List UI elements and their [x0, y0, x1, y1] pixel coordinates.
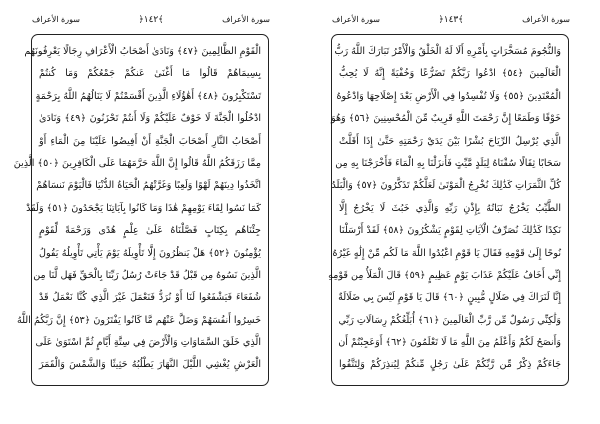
verse-line: وَالنُّجُومَ مُسَخَّرَاتٍ بِأَمْرِهِ أَلَا لَهُ الْخَلْقُ وَالْأَمْرُ تَبَارَكَ اللَّهُ رَبُّ: [334, 46, 561, 57]
verse-line: اتَّخَذُوا دِينَهُمْ لَهْوًا وَلَعِبًا وَغَرَّتْهُمُ الْحَيَاةُ الدُّنْيَا فَالْيَوْمَ نَنسَاهُمْ: [36, 180, 261, 192]
left-text-frame: [13, 34, 269, 386]
verse-line: بِسِيمَاهُمْ قَالُوا مَا أَغْنَىٰ عَنكُمْ جَمْعُكُمْ وَمَا كُنتُمْ: [39, 68, 261, 80]
verse-line: كُلِّ الثَّمَرَاتِ كَذَٰلِكَ نُخْرِجُ الْمَوْتَىٰ لَعَلَّكُمْ تَذَكَّرُونَ ﴿٥٧﴾ وَالْبَلَدُ: [331, 180, 561, 192]
verse-line: الَّذِينَ نَسُوهُ مِن قَبْلُ قَدْ جَاءَتْ رُسُلُ رَبِّنَا بِالْحَقِّ فَهَل لَّنَا مِن: [33, 269, 261, 281]
verse-line: كَمَا نَسُوا لِقَاءَ يَوْمِهِمْ هَٰذَا وَمَا كَانُوا بِآيَاتِنَا يَجْحَدُونَ ﴿٥١﴾ وَلَقَدْ: [26, 202, 261, 214]
verse-line: شُفَعَاءَ فَيَشْفَعُوا لَنَا أَوْ نُرَدُّ فَنَعْمَلَ غَيْرَ الَّذِي كُنَّا نَعْمَلُ قَدْ: [39, 292, 261, 304]
verse-line: وَلَٰكِنِّي رَسُولٌ مِّن رَّبِّ الْعَالَمِينَ ﴿٦١﴾ أُبَلِّغُكُمْ رِسَالَاتِ رَبِّي: [338, 314, 561, 326]
left-page-header: [32, 13, 270, 27]
verse-line: مِمَّا رَزَقَكُمُ اللَّهُ قَالُوا إِنَّ اللَّهَ حَرَّمَهُمَا عَلَى الْكَافِرِينَ ﴿٥٠﴾ الَّذِينَ: [13, 157, 261, 169]
left-surah-title: سورة الأعراف: [222, 15, 270, 24]
right-page: [300, 0, 600, 424]
right-page-header: [332, 13, 570, 27]
left-verse-lines: [13, 41, 261, 377]
verse-line: جِئْنَاهُم بِكِتَابٍ فَصَّلْنَاهُ عَلَىٰ عِلْمٍ هُدًى وَرَحْمَةً لِّقَوْمٍ: [39, 225, 261, 237]
verse-line: وَأَنصَحُ لَكُمْ وَأَعْلَمُ مِنَ اللَّهِ مَا لَا تَعْلَمُونَ ﴿٦٢﴾ أَوَعَجِبْتُمْ أَن: [338, 337, 561, 349]
right-verse-lines: [328, 41, 562, 377]
verse-line: خَسِرُوا أَنفُسَهُمْ وَضَلَّ عَنْهُم مَّا كَانُوا يَفْتَرُونَ ﴿٥٣﴾ إِنَّ رَبَّكُمُ اللَّهُ: [16, 314, 261, 326]
verse-line: الْقَوْمِ الظَّالِمِينَ ﴿٤٧﴾ وَنَادَىٰ أَصْحَابُ الْأَعْرَافِ رِجَالًا يَعْرِفُونَهُم: [24, 46, 261, 57]
left-surah-title-secondary: سورة الأعراف: [32, 15, 80, 24]
verse-line: تَسْتَكْبِرُونَ ﴿٤٨﴾ أَهَٰؤُلَاءِ الَّذِينَ أَقْسَمْتُمْ لَا يَنَالُهُمُ اللَّهُ بِرَحْمَةٍ: [35, 90, 261, 102]
right-page-number: ﴿١٤٣﴾: [438, 15, 464, 25]
verse-line: أَصْحَابُ النَّارِ أَصْحَابَ الْجَنَّةِ أَنْ أَفِيضُوا عَلَيْنَا مِنَ الْمَاءِ أَوْ: [39, 135, 261, 147]
verse-line: الْعَرْشِ يُغْشِي اللَّيْلَ النَّهَارَ يَطْلُبُهُ حَثِيثًا وَالشَّمْسَ وَالْقَمَرَ: [39, 359, 261, 371]
verse-line: الْعَالَمِينَ ﴿٥٤﴾ ادْعُوا رَبَّكُمْ تَضَرُّعًا وَخُفْيَةً إِنَّهُ لَا يُحِبُّ: [339, 68, 562, 80]
verse-line: الطَّيِّبُ يَخْرُجُ نَبَاتُهُ بِإِذْنِ رَبِّهِ وَالَّذِي خَبُثَ لَا يَخْرُجُ إِلَّا: [339, 202, 561, 214]
verse-line: إِنِّي أَخَافُ عَلَيْكُمْ عَذَابَ يَوْمٍ عَظِيمٍ ﴿٥٩﴾ قَالَ الْمَلَأُ مِن قَوْمِهِ: [328, 269, 561, 281]
verse-line: إِنَّا لَنَرَاكَ فِي ضَلَالٍ مُّبِينٍ ﴿٦٠﴾ قَالَ يَا قَوْمِ لَيْسَ بِي ضَلَالَةٌ: [338, 292, 561, 304]
right-text-frame: [328, 34, 569, 386]
right-surah-title: سورة الأعراف: [522, 15, 570, 24]
verse-line: نُوحًا إِلَىٰ قَوْمِهِ فَقَالَ يَا قَوْمِ اعْبُدُوا اللَّهَ مَا لَكُم مِّنْ إِلَٰهٍ غَيْرُهُ: [332, 247, 561, 259]
verse-line: ادْخُلُوا الْجَنَّةَ لَا خَوْفٌ عَلَيْكُمْ وَلَا أَنتُمْ تَحْزَنُونَ ﴿٤٩﴾ وَنَادَىٰ: [39, 113, 261, 125]
verse-line: خَوْفًا وَطَمَعًا إِنَّ رَحْمَتَ اللَّهِ قَرِيبٌ مِّنَ الْمُحْسِنِينَ ﴿٥٦﴾ وَهُوَ: [331, 113, 561, 125]
left-page-number: ﴿١٤٢﴾: [138, 15, 164, 25]
verse-line: سَحَابًا ثِقَالًا سُقْنَاهُ لِبَلَدٍ مَّيِّتٍ فَأَنزَلْنَا بِهِ الْمَاءَ فَأَخْرَجْنَا بِهِ مِن: [335, 157, 561, 169]
verse-line: يُؤْمِنُونَ ﴿٥٢﴾ هَلْ يَنظُرُونَ إِلَّا تَأْوِيلَهُ يَوْمَ يَأْتِي تَأْوِيلُهُ يَقُولُ: [39, 247, 261, 259]
verse-line: الَّذِي يُرْسِلُ الرِّيَاحَ بُشْرًا بَيْنَ يَدَيْ رَحْمَتِهِ حَتَّىٰ إِذَا أَقَلَّتْ: [339, 135, 561, 147]
verse-line: جَاءَكُمْ ذِكْرٌ مِّن رَّبِّكُمْ عَلَىٰ رَجُلٍ مِّنكُمْ لِيُنذِرَكُمْ وَلِتَتَّقُوا: [339, 359, 561, 371]
verse-line: الَّذِي خَلَقَ السَّمَاوَاتِ وَالْأَرْضَ فِي سِتَّةِ أَيَّامٍ ثُمَّ اسْتَوَىٰ عَلَى: [35, 337, 261, 349]
verse-line: نَكِدًا كَذَٰلِكَ نُصَرِّفُ الْآيَاتِ لِقَوْمٍ يَشْكُرُونَ ﴿٥٨﴾ لَقَدْ أَرْسَلْنَا: [339, 225, 561, 237]
verse-line: الْمُعْتَدِينَ ﴿٥٥﴾ وَلَا تُفْسِدُوا فِي الْأَرْضِ بَعْدَ إِصْلَاحِهَا وَادْعُوهُ: [336, 90, 561, 102]
right-surah-title-secondary: سورة الأعراف: [332, 15, 380, 24]
